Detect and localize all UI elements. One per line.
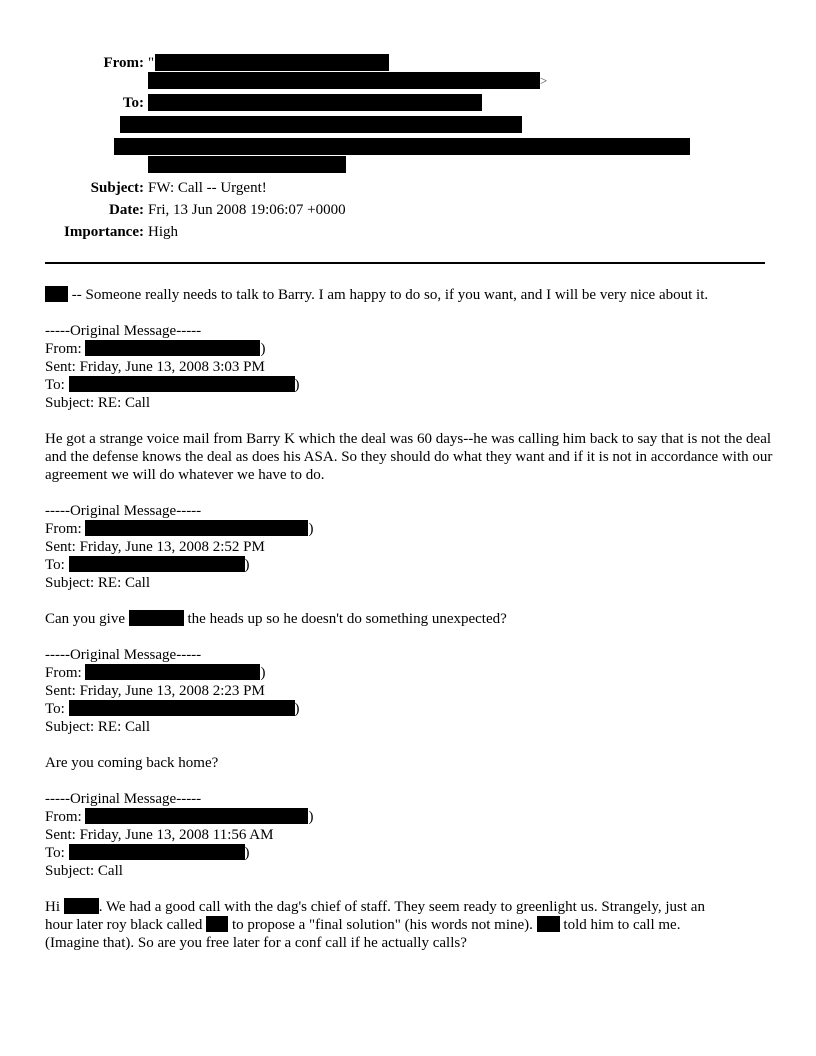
- message-2-separator: -----Original Message-----: [45, 503, 202, 519]
- intro-text: -- Someone really needs to talk to Barry. I am happy to do so, if you want, and I will be very nice about it.: [68, 287, 709, 303]
- redaction-message-1-to: [69, 376, 295, 392]
- message-2-text: [45, 610, 507, 628]
- message-4-subject: Subject: Call: [45, 863, 123, 879]
- redaction-message-1-from: [85, 340, 260, 356]
- redaction-intro-name: [45, 286, 68, 302]
- importance-value: High: [148, 224, 178, 240]
- from-open-quote: ": [148, 55, 155, 71]
- redaction-message-4-name-a: [206, 916, 228, 932]
- message-2-from-label: From:: [45, 521, 86, 537]
- message-4-from-label: From:: [45, 809, 86, 825]
- message-4-text-2a: hour later roy black called: [45, 917, 207, 933]
- message-3-sent: Sent: Friday, June 13, 2008 2:23 PM: [45, 683, 265, 699]
- redaction-message-3-to: [69, 700, 295, 716]
- redaction-from-name: [155, 54, 389, 71]
- message-1-sent: Sent: Friday, June 13, 2008 3:03 PM: [45, 359, 265, 375]
- subject-label: Subject:: [90, 180, 144, 196]
- message-2-to-label: To:: [45, 557, 69, 573]
- message-4-sent: Sent: Friday, June 13, 2008 11:56 AM: [45, 827, 274, 843]
- message-4-text-2c: told him to call me.: [559, 917, 681, 933]
- redaction-message-2-to: [69, 556, 245, 572]
- message-3-text: Are you coming back home?: [45, 755, 219, 771]
- redaction-message-4-greeting-name: [64, 898, 99, 914]
- subject-value: FW: Call -- Urgent!: [148, 180, 267, 196]
- redaction-message-2-name: [129, 610, 184, 626]
- redaction-message-3-from: [85, 664, 260, 680]
- message-1-from-close: ): [260, 341, 266, 357]
- message-3-to-close: ): [294, 701, 300, 717]
- message-3-separator: -----Original Message-----: [45, 647, 202, 663]
- from-close-bracket: >: [540, 73, 548, 88]
- redaction-to-1: [148, 94, 482, 111]
- message-1-subject: Subject: RE: Call: [45, 395, 150, 411]
- date-value: Fri, 13 Jun 2008 19:06:07 +0000: [148, 202, 346, 218]
- redaction-message-4-to: [69, 844, 245, 860]
- message-2-text-after: the heads up so he doesn't do something unexpected?: [183, 611, 507, 627]
- message-4-text-2b: to propose a "final solution" (his words not mine).: [228, 917, 537, 933]
- message-2-sent: Sent: Friday, June 13, 2008 2:52 PM: [45, 539, 265, 555]
- redaction-message-2-from: [85, 520, 308, 536]
- message-3-to-label: To:: [45, 701, 69, 717]
- message-1-from: [45, 340, 265, 358]
- message-4-text-line-1: [45, 898, 705, 916]
- message-4-to-close: ): [244, 845, 250, 861]
- redaction-from-address: [148, 72, 540, 89]
- message-2-subject: Subject: RE: Call: [45, 575, 150, 591]
- message-1-to: [45, 376, 300, 394]
- message-4-to: [45, 844, 250, 862]
- message-1-text: He got a strange voice mail from Barry K which the deal was 60 days--he was calling him back to say that is not the deal and the defense knows the deal as does his ASA. So they should do what they want and if it is not in accordance with our agreement we will do whatever we have to do.: [45, 431, 773, 483]
- message-3-to: [45, 700, 300, 718]
- message-3-subject: Subject: RE: Call: [45, 719, 150, 735]
- message-2-from: [45, 520, 313, 538]
- message-4-separator: -----Original Message-----: [45, 791, 202, 807]
- redaction-to-2: [120, 116, 522, 133]
- to-label: To:: [122, 95, 144, 111]
- message-2-text-before: Can you give: [45, 611, 129, 627]
- redaction-message-4-name-b: [537, 916, 560, 932]
- message-1-to-label: To:: [45, 377, 69, 393]
- message-2-from-close: ): [308, 521, 314, 537]
- message-2-to: [45, 556, 250, 574]
- message-4-from-close: ): [308, 809, 314, 825]
- intro-line: [45, 286, 708, 304]
- redaction-to-4: [148, 156, 346, 173]
- message-1-from-label: From:: [45, 341, 86, 357]
- message-4-text-line-3: (Imagine that). So are you free later for a conf call if he actually calls?: [45, 935, 467, 951]
- message-3-from-label: From:: [45, 665, 86, 681]
- message-4-from: [45, 808, 313, 826]
- message-4-to-label: To:: [45, 845, 69, 861]
- redaction-to-3: [114, 138, 690, 155]
- message-3-from: [45, 664, 265, 682]
- message-1-to-close: ): [294, 377, 300, 393]
- message-1-separator: -----Original Message-----: [45, 323, 202, 339]
- redaction-message-4-from: [85, 808, 308, 824]
- message-3-from-close: ): [260, 665, 266, 681]
- message-4-text-line-2: [45, 916, 680, 934]
- message-2-to-close: ): [244, 557, 250, 573]
- header-divider: [45, 262, 765, 264]
- from-label: From:: [103, 55, 144, 71]
- importance-label: Importance:: [64, 224, 144, 240]
- message-4-text-1: . We had a good call with the dag's chief of staff. They seem ready to greenlight us. Strangely, just an: [98, 899, 705, 915]
- date-label: Date:: [109, 202, 144, 218]
- message-4-text-hi: Hi: [45, 899, 64, 915]
